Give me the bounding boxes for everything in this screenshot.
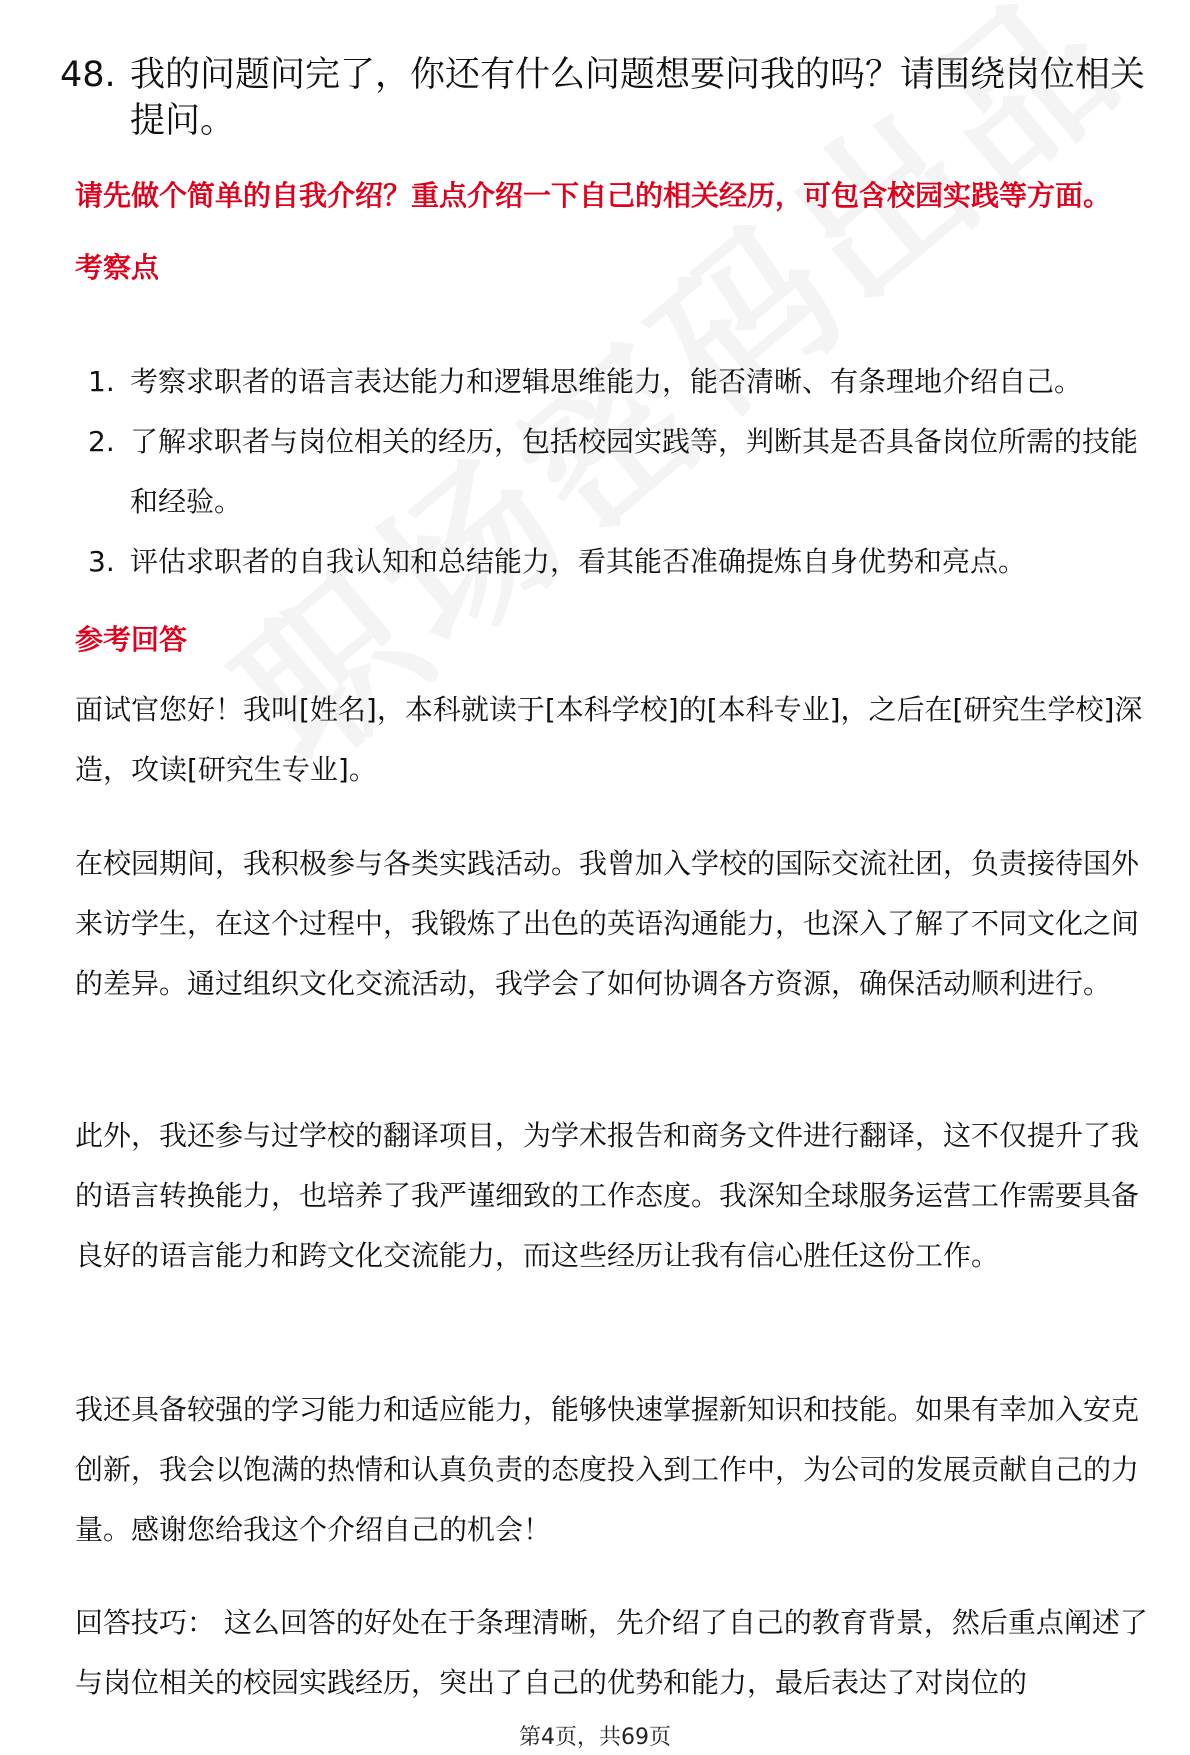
question-title — [60, 52, 1150, 144]
answer-paragraph: 面试官您好！我叫[姓名]，本科就读于[本科学校]的[本科专业]，之后在[研究生学校]深造，攻读[研究生专业]。 — [75, 693, 1143, 786]
list-item-number: 1. — [88, 365, 115, 398]
list-item-number: 2. — [88, 425, 115, 458]
list-item-number: 3. — [88, 545, 115, 578]
list-item — [88, 412, 1153, 532]
key-points-list — [88, 352, 1153, 592]
answer-paragraph: 我还具备较强的学习能力和适应能力，能够快速掌握新知识和技能。如果有幸加入安克创新，我会以饱满的热情和认真负责的态度投入到工作中，为公司的发展贡献自己的力量。感谢您给我这个介绍自己的机会！ — [75, 1393, 1140, 1546]
list-item-text: 了解求职者与岗位相关的经历，包括校园实践等，判断其是否具备岗位所需的技能和经验。 — [130, 425, 1139, 518]
answer-paragraph: 在校园期间，我积极参与各类实践活动。我曾加入学校的国际交流社团，负责接待国外来访学生，在这个过程中，我锻炼了出色的英语沟通能力，也深入了解了不同文化之间的差异。通过组织文化交流活动，我学会了如何协调各方资源，确保活动顺利进行。 — [75, 847, 1140, 1000]
answer-heading: 参考回答 — [75, 623, 188, 656]
answer-paragraph: 此外，我还参与过学校的翻译项目，为学术报告和商务文件进行翻译，这不仅提升了我的语言转换能力，也培养了我严谨细致的工作态度。我深知全球服务运营工作需要具备良好的语言能力和跨文化交流能力，而这些经历让我有信心胜任这份工作。 — [75, 1119, 1140, 1272]
answer-tip-paragraph: 回答技巧： 这么回答的好处在于条理清晰，先介绍了自己的教育背景，然后重点阐述了与岗位相关的校园实践经历，突出了自己的优势和能力，最后表达了对岗位的 — [75, 1606, 1148, 1699]
list-item-text: 评估求职者的自我认知和总结能力，看其能否准确提炼自身优势和亮点。 — [130, 545, 1027, 578]
sub-question: 请先做个简单的自我介绍？重点介绍一下自己的相关经历，可包含校园实践等方面。 — [75, 179, 1112, 212]
key-points-heading: 考察点 — [75, 251, 160, 284]
page-footer: 第4页，共69页 — [519, 1725, 671, 1750]
list-item — [88, 532, 1153, 592]
question-text: 我的问题问完了，你还有什么问题想要问我的吗？请围绕岗位相关提问。 — [130, 55, 1146, 141]
list-item — [88, 352, 1153, 412]
question-number: 48. — [60, 55, 116, 95]
list-item-text: 考察求职者的语言表达能力和逻辑思维能力，能否清晰、有条理地介绍自己。 — [130, 365, 1083, 398]
